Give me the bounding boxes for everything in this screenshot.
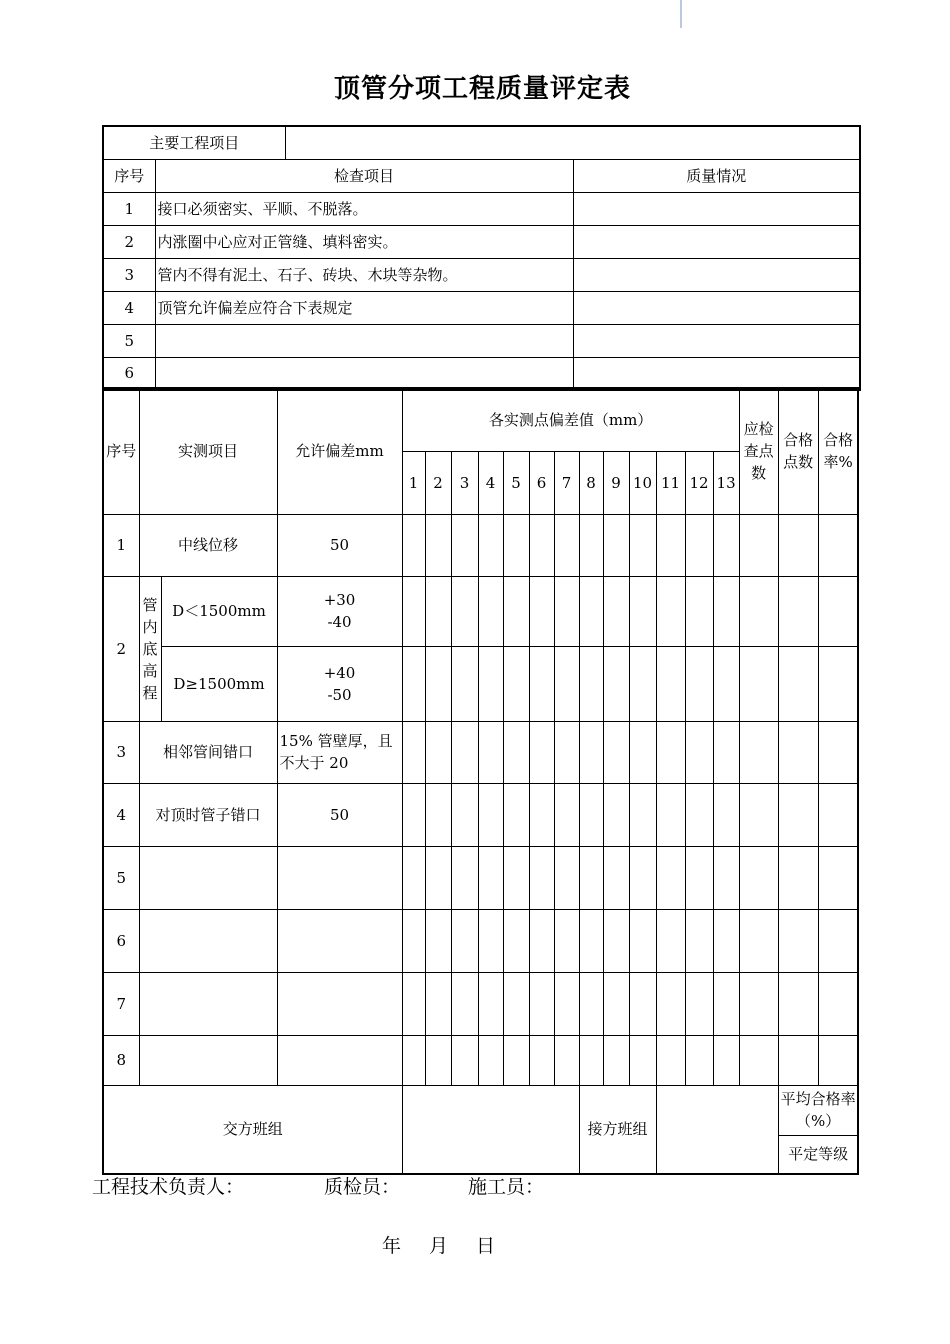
row-no: 5 — [103, 846, 139, 909]
row-check-item: 内涨圈中心应对正管缝、填料密实。 — [155, 225, 573, 258]
main-items-label: 主要工程项目 — [103, 126, 285, 159]
row-tolerance: 50 — [277, 514, 402, 576]
row-group-char: 管 — [142, 595, 158, 614]
row-no: 1 — [103, 192, 155, 225]
signature-line — [92, 1172, 544, 1199]
row-check-item: 管内不得有泥土、石子、砖块、木块等杂物。 — [155, 258, 573, 291]
day-label: 日 — [476, 1235, 496, 1257]
row-group-char: 程 — [142, 683, 158, 702]
point-number: 10 — [629, 451, 656, 514]
row-tolerance-line: 15% 管壁厚，且 — [279, 732, 393, 750]
table-row — [103, 972, 858, 1035]
col-header-check-item: 检查项目 — [155, 159, 573, 192]
point-number: 13 — [713, 451, 739, 514]
row-tolerance — [277, 576, 402, 646]
row-measure-item: 对顶时管子错口 — [139, 783, 277, 846]
table-row — [103, 909, 858, 972]
main-items-table — [102, 125, 861, 391]
point-number: 2 — [425, 451, 451, 514]
row-no: 2 — [103, 576, 139, 721]
col-header-measure-item: 实测项目 — [139, 388, 277, 514]
row-tolerance-line: +30 — [323, 591, 356, 609]
col-header-pass-rate-line: 率% — [823, 453, 853, 472]
table-row — [103, 721, 858, 783]
page-edge-marker — [680, 0, 682, 28]
row-group-char: 底 — [142, 639, 158, 658]
row-no: 6 — [103, 909, 139, 972]
year-label: 年 — [382, 1235, 402, 1257]
date-line — [382, 1231, 495, 1258]
col-header-check-points — [739, 388, 778, 514]
table-row — [103, 783, 858, 846]
row-tolerance-line: -50 — [327, 685, 352, 704]
row-no: 3 — [103, 721, 139, 783]
col-header-pass-points — [778, 388, 818, 514]
row-check-item[interactable] — [155, 357, 573, 390]
table-row — [103, 576, 858, 646]
col-header-pass-rate — [818, 388, 858, 514]
row-check-item[interactable] — [155, 324, 573, 357]
table-row — [103, 324, 860, 357]
tech-lead-label: 工程技术负责人： — [92, 1176, 245, 1198]
month-label: 月 — [429, 1235, 449, 1257]
row-group-char: 高 — [142, 661, 158, 680]
col-header-pass-rate-line: 合格 — [823, 431, 854, 450]
point-number: 5 — [503, 451, 529, 514]
worker-label: 施工员： — [468, 1176, 545, 1198]
point-number: 8 — [579, 451, 603, 514]
row-check-item: 顶管允许偏差应符合下表规定 — [155, 291, 573, 324]
table-row — [103, 258, 860, 291]
row-quality[interactable] — [573, 291, 860, 324]
row-check-item: 接口必须密实、平顺、不脱落。 — [155, 192, 573, 225]
row-measure-item: D≥1500mm — [161, 646, 277, 721]
col-header-pass-points-line: 点数 — [783, 453, 814, 472]
col-header-quality: 质量情况 — [573, 159, 860, 192]
point-number: 9 — [603, 451, 629, 514]
col-header-no: 序号 — [103, 388, 139, 514]
receiver-team-label: 接方班组 — [579, 1085, 656, 1174]
col-header-pass-points-line: 合格 — [783, 431, 814, 450]
point-number: 11 — [656, 451, 685, 514]
row-no: 8 — [103, 1035, 139, 1085]
row-no: 6 — [103, 357, 155, 390]
row-no: 1 — [103, 514, 139, 576]
row-measure-item: 中线位移 — [139, 514, 277, 576]
row-tolerance-line: 不大于 20 — [279, 754, 349, 772]
point-number: 12 — [685, 451, 713, 514]
row-no: 3 — [103, 258, 155, 291]
point-number: 1 — [402, 451, 425, 514]
row-no: 2 — [103, 225, 155, 258]
table-row — [103, 357, 860, 390]
table-row — [103, 646, 858, 721]
handover-team-label: 交方班组 — [103, 1085, 402, 1174]
point-number: 4 — [478, 451, 503, 514]
row-measure-item: D＜1500mm — [161, 576, 277, 646]
row-no: 4 — [103, 291, 155, 324]
col-header-check-points-line: 数 — [751, 464, 767, 483]
handover-team-value[interactable] — [402, 1085, 579, 1174]
point-number: 3 — [451, 451, 478, 514]
measure-table — [102, 387, 859, 1175]
col-header-check-points-line: 查点 — [743, 442, 774, 461]
row-quality[interactable] — [573, 258, 860, 291]
row-no: 4 — [103, 783, 139, 846]
row-group-char: 内 — [142, 617, 158, 636]
table-row — [103, 514, 858, 576]
row-tolerance — [277, 721, 402, 783]
page-title: 顶管分项工程质量评定表 — [333, 74, 631, 104]
point-number: 7 — [554, 451, 579, 514]
row-tolerance-line: +40 — [323, 663, 356, 682]
row-tolerance — [277, 646, 402, 721]
row-quality[interactable] — [573, 324, 860, 357]
row-quality[interactable] — [573, 357, 860, 390]
main-items-value[interactable] — [285, 126, 860, 159]
table-row — [103, 225, 860, 258]
avg-pass-rate-label: 平均合格率（%） — [778, 1085, 858, 1135]
row-quality[interactable] — [573, 225, 860, 258]
row-tolerance: 50 — [277, 783, 402, 846]
row-no: 5 — [103, 324, 155, 357]
table-row — [103, 846, 858, 909]
row-tolerance-line: -40 — [327, 613, 352, 631]
table-row — [103, 1035, 858, 1085]
col-header-no: 序号 — [103, 159, 155, 192]
row-measure-item: 相邻管间错口 — [139, 721, 277, 783]
grade-label: 平定等级 — [778, 1135, 858, 1174]
table-row — [103, 192, 860, 225]
row-no: 7 — [103, 972, 139, 1035]
col-header-check-points-line: 应检 — [743, 420, 774, 439]
row-group-label — [139, 576, 161, 721]
inspector-label: 质检员： — [324, 1176, 401, 1198]
receiver-team-value[interactable] — [656, 1085, 778, 1174]
table-row — [103, 291, 860, 324]
col-header-deviation-points: 各实测点偏差值（mm） — [402, 388, 739, 451]
col-header-tolerance: 允许偏差mm — [277, 388, 402, 514]
row-quality[interactable] — [573, 192, 860, 225]
point-number: 6 — [529, 451, 554, 514]
